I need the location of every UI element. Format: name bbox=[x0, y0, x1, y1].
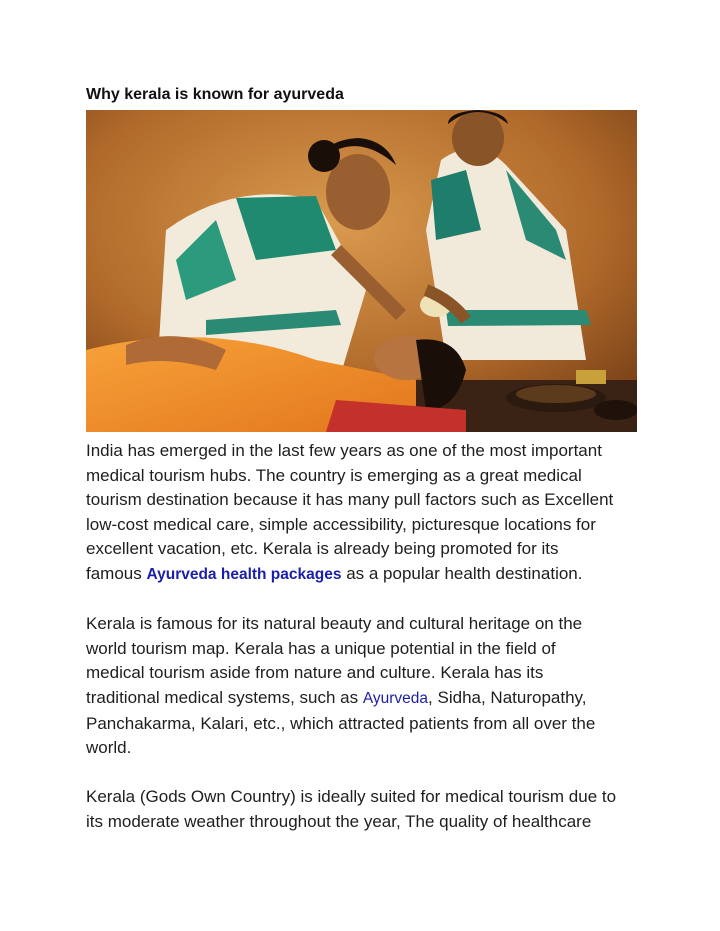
paragraph-line bbox=[86, 686, 646, 712]
paragraph-line: Panchakarma, Kalari, etc., which attracted patients from all over the bbox=[86, 713, 596, 733]
paragraph-line: world. bbox=[86, 738, 132, 758]
paragraph-3 bbox=[86, 785, 646, 834]
text-fragment: , Sidha, Naturopathy, bbox=[428, 687, 587, 707]
text-fragment: traditional medical systems, such as bbox=[86, 687, 363, 707]
paragraph-1 bbox=[86, 439, 646, 588]
paragraph-line: excellent vacation, etc. Kerala is already being promoted for its bbox=[86, 539, 559, 559]
text-fragment: famous bbox=[86, 563, 147, 583]
page-title: Why kerala is known for ayurveda bbox=[86, 86, 344, 103]
ayurveda-treatment-photo bbox=[86, 110, 637, 432]
paragraph-line bbox=[86, 562, 646, 588]
paragraph-line: Kerala is famous for its natural beauty and cultural heritage on the bbox=[86, 614, 583, 634]
paragraph-line: medical tourism aside from nature and culture. Kerala has its bbox=[86, 663, 544, 683]
paragraph-line: India has emerged in the last few years as one of the most important bbox=[86, 441, 602, 460]
paragraph-line: tourism destination because it has many pull factors such as Excellent bbox=[86, 490, 614, 510]
photo-illustration bbox=[86, 110, 637, 432]
paragraph-line: low-cost medical care, simple accessibility, picturesque locations for bbox=[86, 514, 596, 534]
paragraph-line: Kerala (Gods Own Country) is ideally suited for medical tourism due to bbox=[86, 787, 617, 807]
article-body bbox=[86, 439, 646, 859]
paragraph-line: its moderate weather throughout the year, The quality of healthcare bbox=[86, 811, 592, 831]
paragraph-line: medical tourism hubs. The country is emerging as a great medical bbox=[86, 465, 582, 485]
ayurveda-link[interactable]: Ayurveda bbox=[362, 689, 429, 707]
text-fragment: as a popular health destination. bbox=[341, 563, 583, 583]
ayurveda-health-packages-link[interactable]: Ayurveda health packages bbox=[146, 565, 342, 583]
paragraph-line: world tourism map. Kerala has a unique potential in the field of bbox=[86, 638, 556, 658]
paragraph-2 bbox=[86, 612, 646, 761]
